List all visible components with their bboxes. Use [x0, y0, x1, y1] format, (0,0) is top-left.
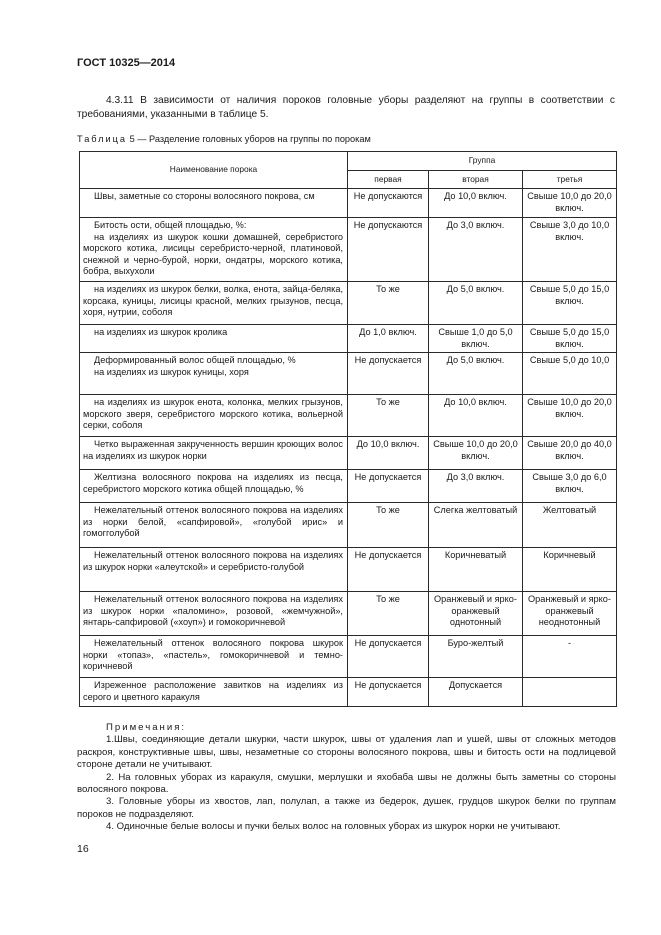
table-caption-prefix: Таблица: [77, 134, 128, 144]
table-row: [80, 636, 617, 678]
cell-group-third: [523, 678, 617, 707]
cell-defect: [80, 678, 348, 707]
cell-defect: [80, 470, 348, 503]
cell-group-second: До 3,0 включ.: [429, 470, 523, 503]
table-row: [80, 503, 617, 548]
cell-defect: [80, 548, 348, 592]
cell-group-first: То же: [348, 503, 429, 548]
cell-defect: [80, 189, 348, 218]
table-body: [80, 189, 617, 707]
cell-group-third: Свыше 3,0 до 10,0 включ.: [523, 218, 617, 282]
note-item: 2. На головных уборах из каракуля, смушки, мерлушки и яхобаба швы не должны быть заметны со стороны волосяного покрова.: [77, 771, 616, 796]
defect-text: Изреженное расположение завитков на изделиях из серого и цветного каракуля: [83, 680, 343, 702]
notes-title: Примечания:: [106, 722, 187, 733]
cell-group-third: Свыше 5,0 до 15,0 включ.: [523, 325, 617, 353]
cell-group-first: То же: [348, 282, 429, 325]
cell-group-first: Не допускается: [348, 353, 429, 395]
cell-group-second: Слегка желтоватый: [429, 503, 523, 548]
defects-table: [79, 151, 617, 707]
cell-group-second: Допускается: [429, 678, 523, 707]
table-row: [80, 282, 617, 325]
cell-group-third: Свыше 10,0 до 20,0 включ.: [523, 395, 617, 437]
header-defect: Наименование порока: [80, 152, 348, 189]
cell-defect: [80, 437, 348, 470]
note-item: 4. Одиночные белые волосы и пучки белых волос на головных уборах из шкурок норки не учитывают.: [106, 821, 561, 833]
table-row: [80, 189, 617, 218]
cell-group-third: Желтоватый: [523, 503, 617, 548]
defect-text: Нежелательный оттенок волосяного покрова шкурок норки «топаз», «пастель», гомокоричневой и темно-коричневой: [83, 638, 343, 672]
note-item: 3. Головные уборы из хвостов, лап, полулап, а также из бедерок, душек, грудцов шкурок белки по группам пороков не подразделяют.: [77, 796, 616, 820]
table-caption-text: — Разделение головных уборов на группы по порокам: [134, 134, 371, 144]
defect-text: Желтизна волосяного покрова на изделиях из песца, серебристого морского котика общей площадью, %: [83, 472, 343, 494]
cell-group-third: Свыше 20,0 до 40,0 включ.: [523, 437, 617, 470]
note-item: 1.Швы, соединяющие детали шкурки, части шкурок, швы от удаления лап и ушей, швы от сложных методов раскроя, конструктивные швы, швы, незаметные со стороны волосяного покрова, швы и битость ости на подлицевой стороне детали не учитывают.: [77, 734, 616, 771]
cell-group-first: Не допускается: [348, 470, 429, 503]
cell-group-second: Коричневатый: [429, 548, 523, 592]
cell-group-second: До 3,0 включ.: [429, 218, 523, 282]
cell-defect: [80, 353, 348, 395]
cell-group-second: Свыше 10,0 до 20,0 включ.: [429, 437, 523, 470]
cell-group-first: То же: [348, 395, 429, 437]
cell-group-second: До 10,0 включ.: [429, 189, 523, 218]
cell-group-third: Свыше 5,0 до 15,0 включ.: [523, 282, 617, 325]
defect-text: Битость ости, общей площадью, %:: [94, 220, 247, 230]
table-row: [80, 437, 617, 470]
cell-group-second: Оранжевый и ярко-оранжевый однотонный: [429, 592, 523, 636]
table-row: [80, 470, 617, 503]
cell-group-first: То же: [348, 592, 429, 636]
document-header: ГОСТ 10325—2014: [77, 57, 176, 69]
defect-text: на изделиях из шкурок белки, волка, енота, зайца-беляка, корсака, куницы, лисицы красной, мелких грызунов, песца, хоря, нутрии, соболя: [83, 284, 343, 318]
table-row: [80, 353, 617, 395]
cell-defect: [80, 218, 348, 282]
defect-subtext: на изделиях из шкурок кошки домашней, серебристого морского котика, лисицы серебристо-черной, платиновой, снежной и черно-бурой, норки, ондатры, морского котика, бобра, выхухоли: [83, 231, 343, 277]
defect-text: Четко выраженная закрученность вершин кроющих волос на изделиях из шкурок норки: [83, 439, 343, 461]
cell-defect: [80, 592, 348, 636]
table-row: [80, 548, 617, 592]
table-row: [80, 592, 617, 636]
cell-group-first: Не допускается: [348, 678, 429, 707]
cell-group-second: До 5,0 включ.: [429, 353, 523, 395]
intro-paragraph: 4.3.11 В зависимости от наличия пороков головные уборы разделяют на группы в соответствии с требованиями, указанными в таблице 5.: [77, 95, 615, 120]
header-group: Группа: [348, 152, 617, 171]
cell-group-first: Не допускаются: [348, 218, 429, 282]
page-number: 16: [77, 843, 89, 855]
cell-group-second: До 5,0 включ.: [429, 282, 523, 325]
cell-defect: [80, 282, 348, 325]
cell-group-first: Не допускается: [348, 548, 429, 592]
notes-section: [77, 722, 616, 834]
table-row: [80, 325, 617, 353]
cell-group-second: Свыше 1,0 до 5,0 включ.: [429, 325, 523, 353]
defect-text: Нежелательный оттенок волосяного покрова на изделиях из шкурок норки «алеутской» и серебристо-голубой: [83, 550, 343, 572]
defect-text: Деформированный волос общей площадью, %: [94, 355, 296, 366]
cell-group-second: Буро-желтый: [429, 636, 523, 678]
cell-group-first: Не допускается: [348, 636, 429, 678]
cell-defect: [80, 503, 348, 548]
table-row: [80, 678, 617, 707]
table-row: [80, 395, 617, 437]
defect-text: на изделиях из шкурок кролика: [94, 327, 228, 337]
cell-group-first: До 1,0 включ.: [348, 325, 429, 353]
cell-defect: [80, 395, 348, 437]
table-row: [80, 218, 617, 282]
cell-group-first: Не допускаются: [348, 189, 429, 218]
cell-group-third: Свыше 10,0 до 20,0 включ.: [523, 189, 617, 218]
defect-text: Нежелательный оттенок волосяного покрова на изделиях из шкурок норки «паломино», розовой, «жемчужной», янтарь-сапфировой («хоуп») и гомокоричневой: [83, 594, 343, 628]
table-caption: [77, 134, 371, 144]
defect-subtext: на изделиях из шкурок куницы, хоря: [94, 366, 249, 377]
defect-text: на изделиях из шкурок енота, колонка, мелких грызунов, морского зверя, серебристого морского котика, вольерной серки, соболя: [83, 397, 343, 431]
cell-group-third: -: [523, 636, 617, 678]
header-third: третья: [523, 171, 617, 189]
cell-defect: [80, 636, 348, 678]
cell-defect: [80, 325, 348, 353]
header-second: вторая: [429, 171, 523, 189]
cell-group-third: Коричневый: [523, 548, 617, 592]
defect-text: Швы, заметные со стороны волосяного покрова, см: [94, 191, 315, 201]
defect-text: Нежелательный оттенок волосяного покрова на изделиях из норки белой, «сапфировой», «голубой ирис» и гомогголубой: [83, 505, 343, 539]
table-caption-number: 5: [129, 134, 135, 144]
header-first: первая: [348, 171, 429, 189]
cell-group-third: Свыше 3,0 до 6,0 включ.: [523, 470, 617, 503]
cell-group-third: Оранжевый и ярко-оранжевый неоднотонный: [523, 592, 617, 636]
cell-group-second: До 10,0 включ.: [429, 395, 523, 437]
cell-group-third: Свыше 5,0 до 10,0: [523, 353, 617, 395]
cell-group-first: До 10,0 включ.: [348, 437, 429, 470]
